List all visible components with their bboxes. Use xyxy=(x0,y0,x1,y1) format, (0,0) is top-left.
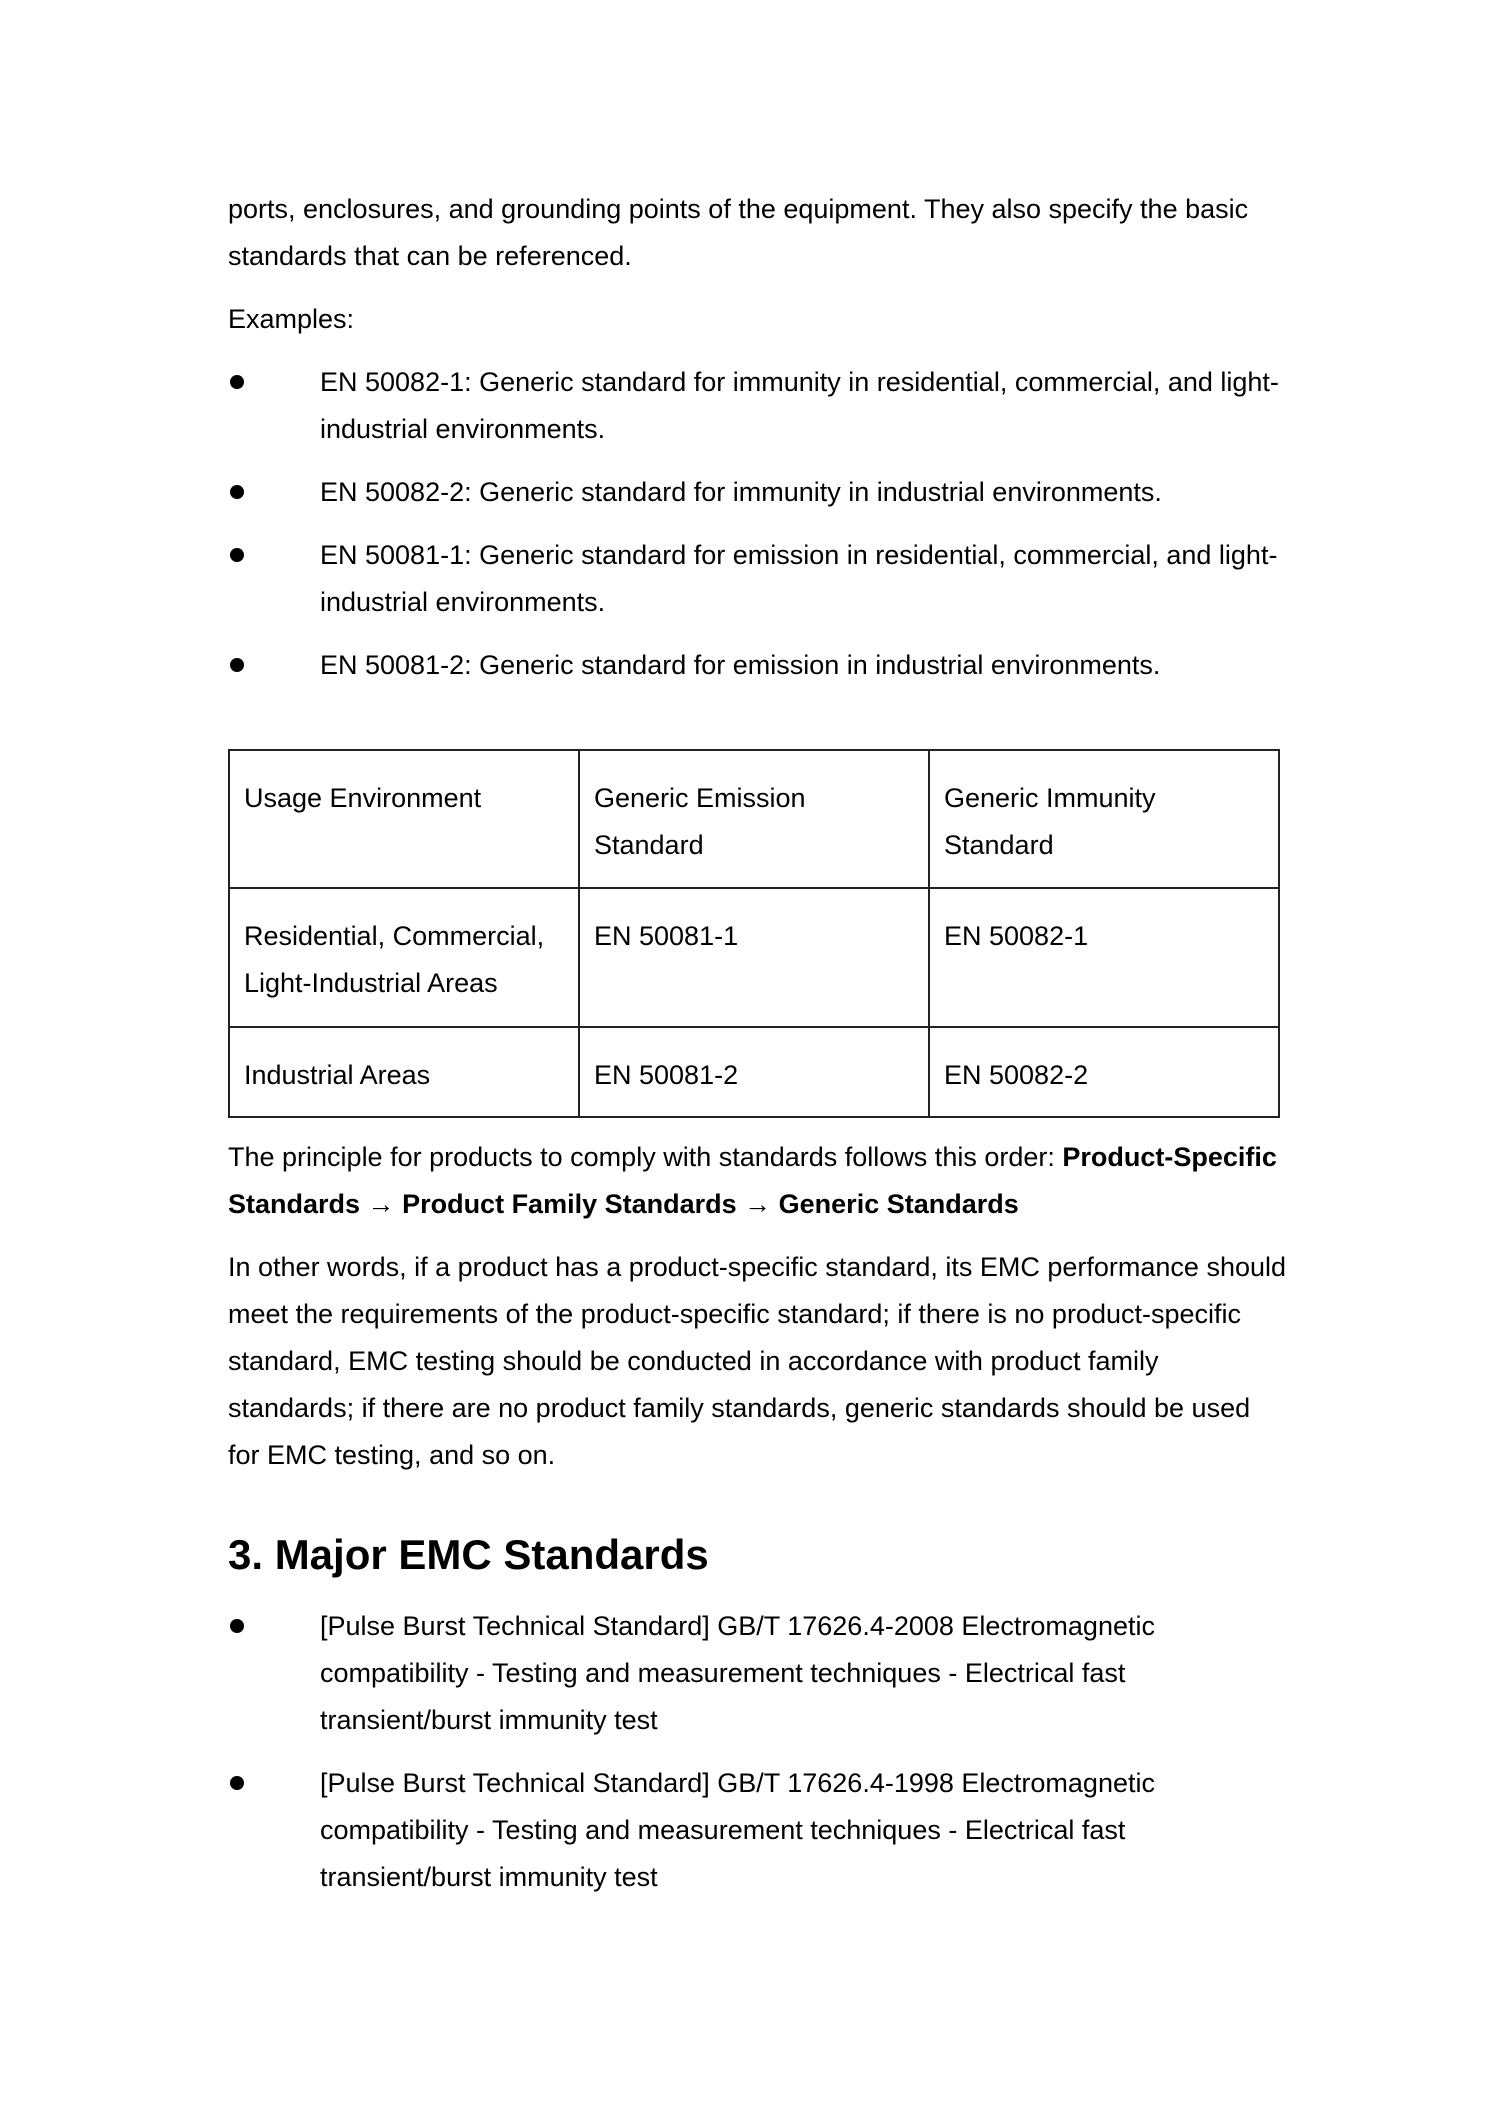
arrow-icon: → xyxy=(360,1189,403,1219)
table-header-cell: Generic Emission Standard xyxy=(579,750,929,888)
list-item-text: EN 50082-1: Generic standard for immunity in residential, commercial, and light-industrial environments. xyxy=(320,367,1279,444)
table-row xyxy=(229,888,1279,1027)
examples-label: Examples: xyxy=(228,304,355,334)
list-item xyxy=(228,642,1288,689)
list-item xyxy=(228,532,1288,626)
bullet-icon xyxy=(230,548,244,562)
list-item xyxy=(228,1603,1288,1744)
list-item-text: [Pulse Burst Technical Standard] GB/T 17626.4-2008 Electromagnetic compatibility - Testing and measurement techniques - Electrical fast transient/burst immunity test xyxy=(320,1611,1155,1735)
bullet-icon xyxy=(230,1776,244,1790)
table-cell: Residential, Commercial, Light-Industrial Areas xyxy=(229,888,579,1027)
arrow-icon: → xyxy=(736,1189,779,1219)
table-header-cell: Usage Environment xyxy=(229,750,579,888)
section-heading: 3. Major EMC Standards xyxy=(228,1531,709,1578)
intro-paragraph: ports, enclosures, and grounding points of the equipment. They also specify the basic standards that can be referenced. xyxy=(228,194,1249,271)
list-item-text: EN 50081-1: Generic standard for emission in residential, commercial, and light-industrial environments. xyxy=(320,540,1278,617)
document-page xyxy=(228,186,1288,1917)
principle-paragraph xyxy=(228,1134,1288,1228)
table-header-cell: Generic Immunity Standard xyxy=(929,750,1279,888)
table-cell: EN 50082-2 xyxy=(929,1027,1279,1117)
explanation-paragraph: In other words, if a product has a product-specific standard, its EMC performance should meet the requirements of the product-specific standard; if there is no product-specific standard, EMC testing should be conducted in accordance with product family standards; if there are no product family standards, generic standards should be used for EMC testing, and so on. xyxy=(228,1252,1287,1470)
list-item-text: EN 50082-2: Generic standard for immunity in industrial environments. xyxy=(320,477,1162,507)
bullet-icon xyxy=(230,375,244,389)
list-item xyxy=(228,469,1288,516)
list-item-text: [Pulse Burst Technical Standard] GB/T 17626.4-1998 Electromagnetic compatibility - Testing and measurement techniques - Electrical fast transient/burst immunity test xyxy=(320,1768,1155,1892)
bullet-icon xyxy=(230,1619,244,1633)
table-cell: EN 50081-2 xyxy=(579,1027,929,1117)
examples-list xyxy=(228,359,1288,689)
table-cell: Industrial Areas xyxy=(229,1027,579,1117)
table-header-row xyxy=(229,750,1279,888)
bullet-icon xyxy=(230,485,244,499)
standards-list xyxy=(228,1603,1288,1901)
order-step: Generic Standards xyxy=(778,1189,1019,1219)
list-item-text: EN 50081-2: Generic standard for emission in industrial environments. xyxy=(320,650,1161,680)
order-step: Product-Specific Standards xyxy=(228,1142,1277,1219)
table-cell: EN 50081-1 xyxy=(579,888,929,1027)
bullet-icon xyxy=(230,658,244,672)
principle-lead: The principle for products to comply with standards follows this order: xyxy=(228,1142,1063,1172)
table-row xyxy=(229,1027,1279,1117)
standards-table xyxy=(228,749,1280,1118)
list-item xyxy=(228,359,1288,453)
list-item xyxy=(228,1760,1288,1901)
table-cell: EN 50082-1 xyxy=(929,888,1279,1027)
order-step: Product Family Standards xyxy=(402,1189,737,1219)
